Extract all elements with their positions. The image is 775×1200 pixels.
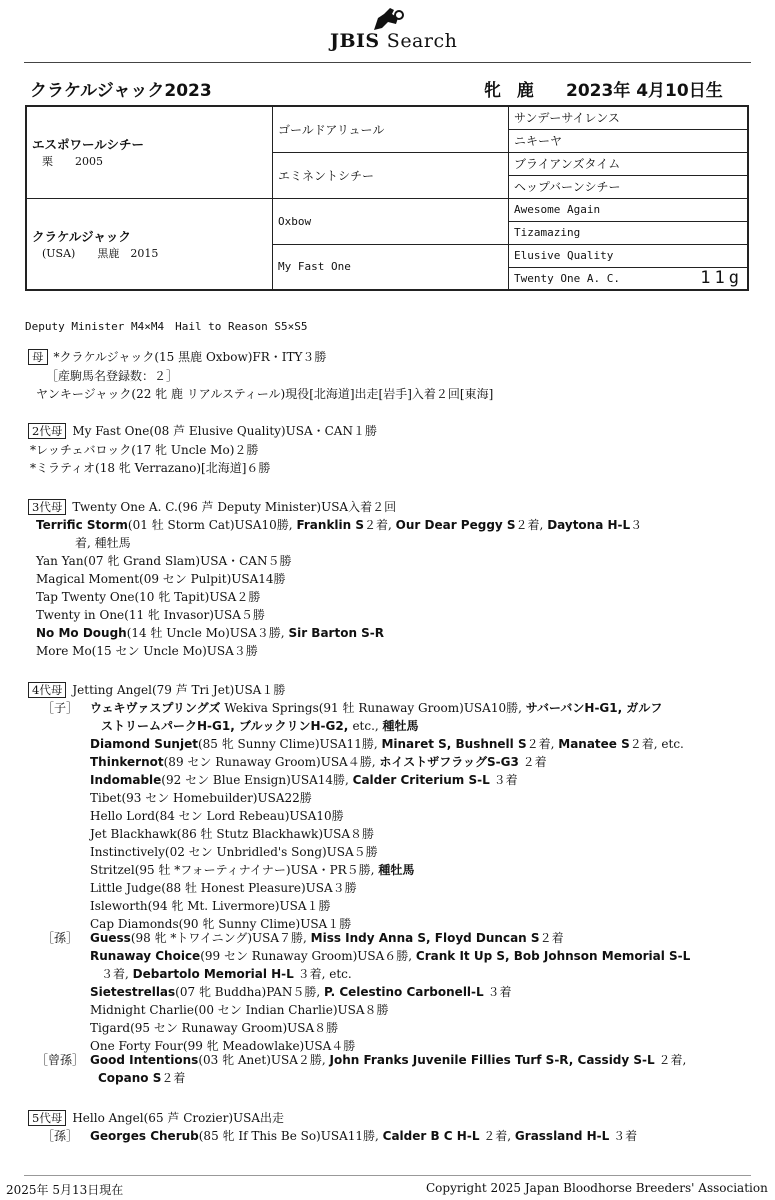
horse-link-text[interactable]: Our Dear Peggy S: [395, 518, 516, 532]
record-text: ヤンキージャック(22 牝 鹿 リアルスティール)現役[北海道]出走[岩手]入着２回[東海]: [36, 387, 494, 401]
horse-birth-date: 2023年 4月10日生: [566, 81, 723, 101]
record-text: Tigard(95 セン Runaway Groom)USA８勝: [90, 1021, 339, 1035]
pedigree-g2-cell[interactable]: Oxbow: [273, 198, 509, 244]
record-text: Magical Moment(09 セン Pulpit)USA14勝: [36, 572, 286, 586]
record-text: Cap Diamonds(90 牝 Sunny Clime)USA１勝: [90, 917, 352, 931]
horse-link-text[interactable]: Copano S: [98, 1071, 162, 1085]
horse-link-text[interactable]: ホイストザフラッグS-G3: [379, 755, 519, 769]
record-text: *レッチェバロック(17 牝 Uncle Mo)２勝: [30, 443, 259, 457]
record-text: ２着: [161, 1071, 186, 1085]
family-record-line: [101, 717, 419, 734]
family-record-line: [42, 929, 564, 946]
generation-prefix: ［孫］: [42, 1129, 79, 1143]
family-record-line: [90, 983, 512, 1000]
horse-link-text[interactable]: Calder Criterium S-L: [352, 773, 490, 787]
horse-link-text[interactable]: Georges Cherub: [90, 1129, 199, 1143]
record-text: Isleworth(94 牝 Mt. Livermore)USA１勝: [90, 899, 331, 913]
family-record-line: [90, 1019, 338, 1036]
horse-link-text[interactable]: Indomable: [90, 773, 162, 787]
horse-link-text[interactable]: John Franks Juvenile Fillies Turf S-R, Cassidy S-L: [329, 1053, 655, 1067]
family-record-line: [90, 753, 547, 770]
family-record-line: [30, 459, 270, 476]
family-record-line: [36, 606, 265, 623]
horse-link-text[interactable]: Sietestrellas: [90, 985, 176, 999]
horse-link-text[interactable]: Franklin S: [296, 518, 365, 532]
logo-text-jbis: JBIS: [330, 30, 380, 52]
family-generation-header: [28, 1109, 284, 1126]
horse-link-text[interactable]: Grassland H-L: [514, 1129, 610, 1143]
family-record-line: [98, 1069, 185, 1086]
logo-text-search: Search: [386, 30, 458, 52]
family-record-line: [90, 735, 684, 752]
family-generation-header: [28, 498, 396, 515]
record-text: (92 セン Blue Ensign)USA14勝,: [161, 773, 353, 787]
record-text: ３着: [489, 773, 518, 787]
dam-name[interactable]: クラケルジャック: [32, 228, 131, 244]
horse-link-text[interactable]: Calder B C H-L: [382, 1129, 480, 1143]
horse-link-text[interactable]: Good Intentions: [90, 1053, 199, 1067]
horse-link-text[interactable]: No Mo Dough: [36, 626, 127, 640]
record-text: ２着: [518, 755, 547, 769]
pedigree-g2-cell[interactable]: My Fast One: [273, 244, 509, 290]
record-text: Tap Twenty One(10 牝 Tapit)USA２勝: [36, 590, 261, 604]
pedigree-g3-cell[interactable]: Elusive Quality: [509, 244, 749, 267]
horse-link-text[interactable]: Thinkernot: [90, 755, 164, 769]
pedigree-g3-cell[interactable]: ブライアンズタイム: [509, 152, 749, 175]
family-record-line: [101, 965, 352, 982]
horse-link-text[interactable]: Miss Indy Anna S, Floyd Duncan S: [310, 931, 540, 945]
record-text: Hello Angel(65 芦 Crozier)USA出走: [72, 1111, 285, 1125]
family-record-line: [42, 699, 663, 716]
record-text: ２着, etc.: [629, 737, 684, 751]
record-text: ２着,: [654, 1053, 687, 1067]
generation-tag: 母: [28, 349, 48, 365]
generation-prefix: ［曾孫］: [36, 1053, 85, 1067]
pedigree-dam-cell: [26, 198, 273, 290]
family-generation-header: [28, 681, 285, 698]
horse-weight: 11g: [700, 267, 743, 288]
horse-link-text[interactable]: Crank It Up S, Bob Johnson Memorial S-L: [415, 949, 691, 963]
family-record-line: [90, 947, 690, 964]
sire-name[interactable]: エスポワールシチー: [32, 137, 144, 153]
record-text: ２着,: [364, 518, 396, 532]
record-text: (98 牝 *トワイニング)USA７勝,: [130, 931, 311, 945]
horse-link-text[interactable]: Runaway Choice: [90, 949, 201, 963]
record-text: ２着,: [526, 737, 559, 751]
record-text: (14 牡 Uncle Mo)USA３勝,: [126, 626, 289, 640]
family-record-line: [90, 861, 414, 878]
family-record-line: [90, 771, 518, 788]
horse-link-text[interactable]: 種牡馬: [382, 719, 419, 733]
pedigree-g3-name[interactable]: Twenty One A. C.: [514, 271, 620, 285]
family-record-line: [36, 570, 286, 587]
horse-link-text[interactable]: ウェキヴァスプリングズ: [90, 701, 221, 715]
record-text: Wekiva Springs(91 牡 Runaway Groom)USA10勝,: [220, 701, 526, 715]
record-text: (89 セン Runaway Groom)USA４勝,: [163, 755, 380, 769]
record-text: ２着,: [479, 1129, 515, 1143]
footer-rule: [24, 1175, 751, 1176]
horse-link-text[interactable]: P. Celestino Carbonell-L: [324, 985, 484, 999]
generation-tag: 2代母: [28, 423, 66, 439]
record-text: Tibet(93 セン Homebuilder)USA22勝: [90, 791, 312, 805]
pedigree-sire-cell: [26, 106, 273, 198]
horse-name: クラケルジャック2023: [30, 81, 212, 101]
jbis-search-logo[interactable]: [330, 6, 460, 54]
family-record-line: [30, 441, 258, 458]
record-text: Twenty in One(11 牝 Invasor)USA５勝: [36, 608, 265, 622]
pedigree-g2-cell[interactable]: エミネントシチー: [273, 152, 509, 198]
pedigree-g3-cell[interactable]: Tizamazing: [509, 221, 749, 244]
family-record-line: [36, 516, 642, 533]
dam-info: (USA) 黒鹿 2015: [42, 246, 159, 260]
family-record-line: [36, 624, 384, 641]
record-text: ２着: [539, 931, 564, 945]
record-text: Stritzel(95 牡 *フォーティナイナー)USA・PR５勝,: [90, 863, 379, 877]
record-text: Yan Yan(07 牝 Grand Slam)USA・CAN５勝: [36, 554, 292, 568]
family-record-line: [42, 1127, 638, 1144]
record-text: ３着, etc.: [293, 967, 352, 981]
pedigree-g3-cell[interactable]: Awesome Again: [509, 198, 749, 221]
pedigree-g3-cell[interactable]: [509, 267, 749, 290]
record-text: ３着: [609, 1129, 638, 1143]
record-text: My Fast One(08 芦 Elusive Quality)USA・CAN１勝: [72, 424, 377, 438]
record-text: *クラケルジャック(15 黒鹿 Oxbow)FR・ITY３勝: [53, 350, 327, 364]
horse-link-text[interactable]: Diamond Sunjet: [90, 737, 198, 751]
horse-link-text[interactable]: 種牡馬: [378, 863, 415, 877]
pedigree-g3-cell[interactable]: サンデーサイレンス: [509, 106, 749, 129]
record-text: Midnight Charlie(00 セン Indian Charlie)USA８勝: [90, 1003, 389, 1017]
horse-link-text[interactable]: Minaret S, Bushnell S: [381, 737, 527, 751]
record-text: 着, 種牡馬: [75, 536, 131, 550]
horse-link-text[interactable]: Manatee S: [558, 737, 630, 751]
record-text: ３: [630, 518, 643, 532]
footer-date: 2025年 5月13日現在: [6, 1183, 124, 1197]
record-text: Instinctively(02 セン Unbridled's Song)USA５勝: [90, 845, 378, 859]
horse-link-text[interactable]: Debartolo Memorial H-L: [132, 967, 294, 981]
family-record-line: [46, 367, 178, 384]
horse-link-text[interactable]: Terrific Storm: [36, 518, 128, 532]
horse-link-text[interactable]: サバーバンH-G1, ガルフ: [525, 701, 663, 715]
record-text: Jet Blackhawk(86 牡 Stutz Blackhawk)USA８勝: [90, 827, 374, 841]
record-text: Jetting Angel(79 芦 Tri Jet)USA１勝: [72, 683, 286, 697]
horse-link-text[interactable]: Guess: [90, 931, 131, 945]
horse-link-text[interactable]: ストリームパークH-G1, ブルックリンH-G2,: [101, 719, 353, 733]
record-text: ［産駒馬名登録数：２］: [46, 369, 179, 383]
family-record-line: [90, 807, 344, 824]
generation-prefix: ［孫］: [42, 931, 79, 945]
horse-logo-icon: [370, 6, 404, 32]
pedigree-g3-cell[interactable]: ヘップバーンシチー: [509, 175, 749, 198]
record-text: ３着,: [101, 967, 133, 981]
footer-copyright: Copyright 2025 Japan Bloodhorse Breeders' Association: [426, 1181, 768, 1195]
record-text: One Forty Four(99 牝 Meadowlake)USA４勝: [90, 1039, 356, 1053]
family-record-line: [36, 552, 291, 569]
record-text: ３着: [483, 985, 512, 999]
record-text: *ミラティオ(18 牝 Verrazano)[北海道]６勝: [30, 461, 271, 475]
family-record-line: [36, 642, 258, 659]
record-text: Hello Lord(84 セン Lord Rebeau)USA10勝: [90, 809, 344, 823]
record-text: (85 牝 If This Be So)USA11勝,: [198, 1129, 383, 1143]
family-record-line: [90, 897, 331, 914]
family-generation-header: [28, 422, 377, 439]
family-record-line: [90, 825, 374, 842]
record-text: (99 セン Runaway Groom)USA６勝,: [200, 949, 416, 963]
family-record-line: [90, 1001, 389, 1018]
family-record-line: [36, 1051, 687, 1068]
inbreeding-note: Deputy Minister M4×M4 Hail to Reason S5×S5: [25, 320, 308, 333]
record-text: ２着,: [515, 518, 548, 532]
generation-prefix: ［子］: [42, 701, 79, 715]
family-record-line: [75, 534, 131, 551]
horse-sex-color: 牝 鹿: [484, 81, 534, 101]
record-text: Little Judge(88 牡 Honest Pleasure)USA３勝: [90, 881, 357, 895]
family-generation-header: [28, 348, 326, 365]
generation-tag: 4代母: [28, 682, 66, 698]
family-record-line: [90, 843, 378, 860]
family-record-line: [36, 588, 260, 605]
record-text: etc.,: [352, 719, 383, 733]
record-text: Twenty One A. C.(96 芦 Deputy Minister)USA入着２回: [72, 500, 397, 514]
family-record-line: [36, 385, 493, 402]
record-text: (03 牝 Anet)USA２勝,: [198, 1053, 330, 1067]
generation-tag: 3代母: [28, 499, 66, 515]
header-rule: [24, 62, 751, 63]
record-text: (07 牝 Buddha)PAN５勝,: [175, 985, 324, 999]
pedigree-g2-cell[interactable]: ゴールドアリュール: [273, 106, 509, 152]
record-text: More Mo(15 セン Uncle Mo)USA３勝: [36, 644, 258, 658]
horse-link-text[interactable]: Daytona H-L: [547, 518, 631, 532]
record-text: (01 牡 Storm Cat)USA10勝,: [127, 518, 297, 532]
generation-tag: 5代母: [28, 1110, 66, 1126]
pedigree-table: [25, 105, 749, 291]
sire-info: 栗 2005: [42, 155, 103, 169]
family-record-line: [90, 789, 312, 806]
family-record-line: [90, 879, 357, 896]
pedigree-g3-cell[interactable]: ニキーヤ: [509, 129, 749, 152]
record-text: (85 牝 Sunny Clime)USA11勝,: [197, 737, 382, 751]
horse-link-text[interactable]: Sir Barton S-R: [288, 626, 385, 640]
